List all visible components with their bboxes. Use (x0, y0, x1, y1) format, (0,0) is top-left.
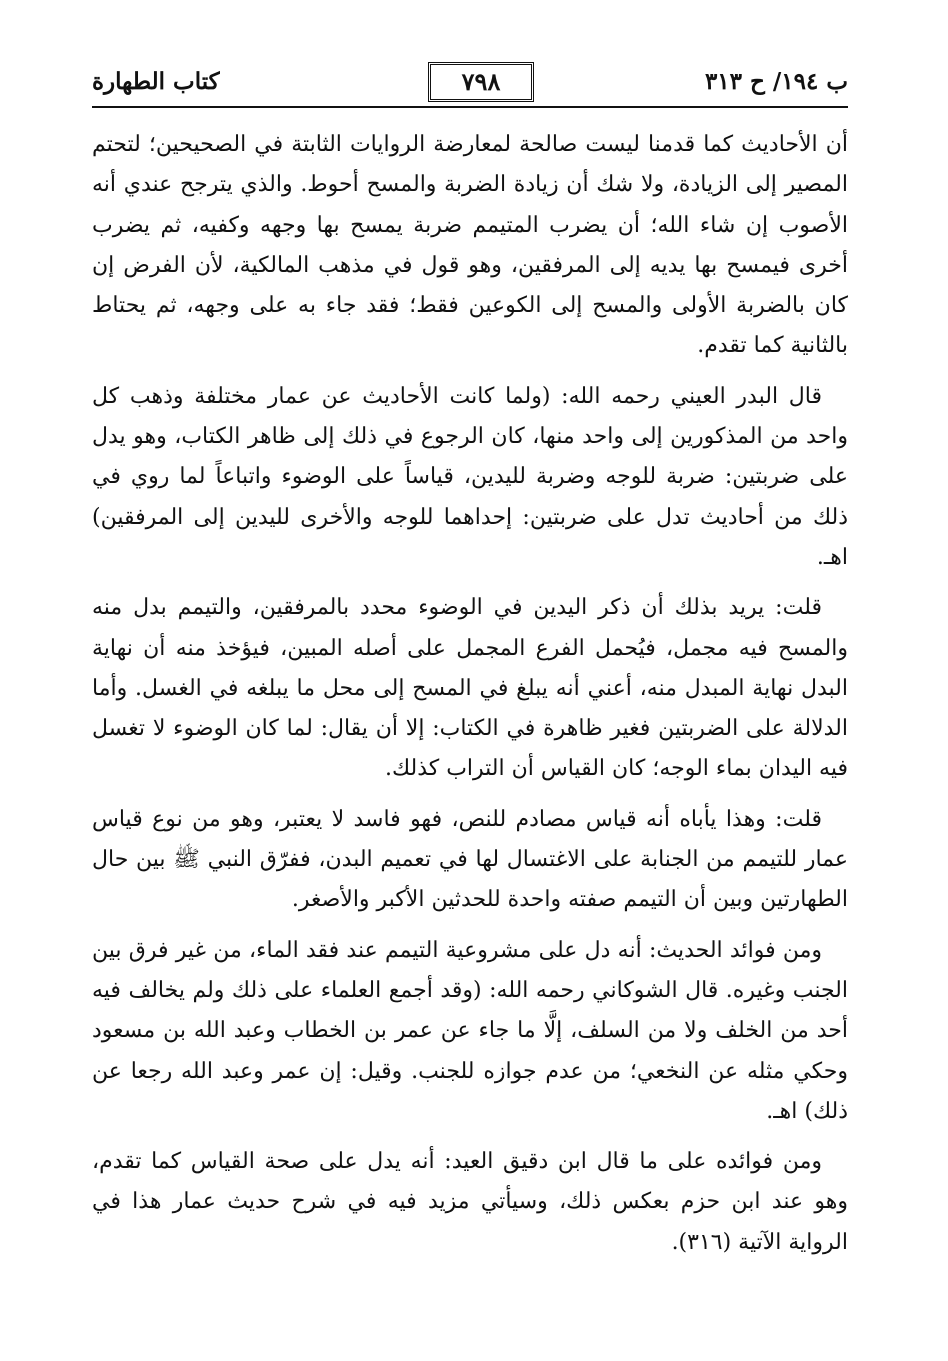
paragraph-6: ومن فوائده على ما قال ابن دقيق العيد: أنه يدل على صحة القياس كما تقدم، وهو عند ابن حزم بعكس ذلك، وسيأتي مزيد فيه في شرح حديث عمار هذا في الرواية الآتية (٣١٦). (92, 1149, 848, 1255)
paragraph-4: قلت: وهذا يأباه أنه قياس مصادم للنص، فهو فاسد لا يعتبر، وهو من نوع قياس عمار للتيمم من الجنابة على الاغتسال لها في تعميم البدن، ففرّق النبي ﷺ بين حال الطهارتين وبين أن التيمم صفته واحدة للحدثين الأكبر والأصغر. (92, 806, 848, 913)
paragraph-3: قلت: يريد بذلك أن ذكر اليدين في الوضوء محدد بالمرفقين، والتيمم بدل منه والمسح فيه مجمل، فيُحمل الفرع المجمل على أصله المبين، فيؤخذ منه أن نهاية البدل نهاية المبدل منه، أعني أنه يبلغ في المسح إلى محل ما يبلغه في الغسل. وأما الدلالة على الضربتين فغير ظاهرة في الكتاب: إلا أن يقال: لما كان الوضوء لا تغسل فيه اليدان بماء الوجه؛ كان القياس أن التراب كذلك. (92, 595, 848, 782)
header-book-title: كتاب الطهارة (92, 68, 220, 95)
page-header (92, 62, 848, 102)
page-body (92, 125, 848, 1273)
paragraph-2: قال البدر العيني رحمه الله: (ولما كانت الأحاديث عن عمار مختلفة وذهب كل واحد من المذكورين إلى واحد منها، كان الرجوع في ذلك إلى ظاهر الكتاب، وهو يدل على ضربتين: ضربة للوجه وضربة لليدين، قياساً على الوضوء واتباعاً لما روي في ذلك من أحاديث تدل على ضربتين: إحداهما للوجه والأخرى لليدين إلى المرفقين) اهـ. (92, 383, 848, 570)
page-number-box: ٧٩٨ (428, 62, 534, 102)
paragraph-5: ومن فوائد الحديث: أنه دل على مشروعية التيمم عند فقد الماء، من غير فرق بين الجنب وغيره. قال الشوكاني رحمه الله: (وقد أجمع العلماء على ذلك ولم يخالف فيه أحد من الخلف ولا من السلف، إلَّا ما جاء عن عمر بن الخطاب وعبد الله بن مسعود وحكي مثله عن النخعي؛ من عدم جوازه للجنب. وقيل: إن عمر وعبد الله رجعا عن ذلك) اهـ. (92, 937, 848, 1124)
paragraph-1: أن الأحاديث كما قدمنا ليست صالحة لمعارضة الروايات الثابتة في الصحيحين؛ لتحتم المصير إلى الزيادة، ولا شك أن زيادة الضربة والمسح أحوط. والذي يترجح عندي أنه الأصوب إن شاء الله؛ أن يضرب المتيمم ضربة يمسح بها وجهه وكفيه، ثم يضرب أخرى فيمسح بها يديه إلى المرفقين، وهو قول في مذهب المالكية، لأن الفرض إن كان بالضربة الأولى والمسح إلى الكوعين فقط؛ فقد جاء به على وجهه، ثم يحتاط بالثانية كما تقدم. (92, 132, 848, 359)
header-reference: ب ١٩٤/ ح ٣١٣ (704, 68, 848, 95)
header-rule (92, 106, 848, 108)
